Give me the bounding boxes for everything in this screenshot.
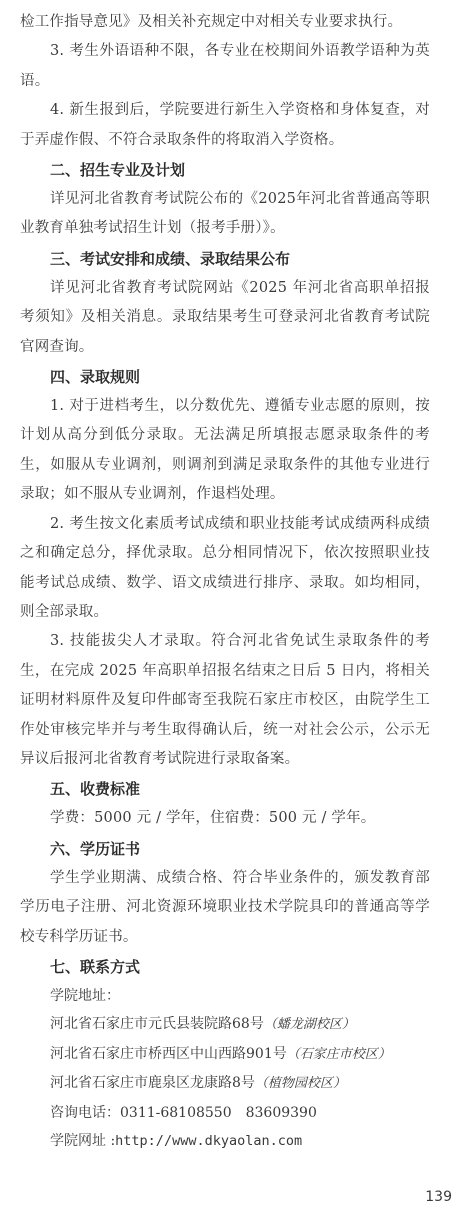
paragraph-majors-plan: 详见河北省教育考试院公布的《2025年河北省普通高等职业教育单独考试招生计划（报考手册）》。 xyxy=(20,191,430,237)
campus-name: （蟠龙湖校区） xyxy=(263,1017,355,1033)
address-line-1 xyxy=(20,1010,430,1040)
paragraph-fees: 学费：5000 元 / 学年，住宿费：500 元 / 学年。 xyxy=(50,810,376,827)
website-link[interactable]: http://www.dkyaolan.com xyxy=(115,1133,303,1150)
section-heading-admission-rules: 四、录取规则 xyxy=(50,368,141,387)
page-number: 139 xyxy=(425,1189,452,1205)
paragraph-rule-3: 3. 技能拔尖人才录取。符合河北省免试生录取条件的考生，在完成 2025 年高职单招报名结束之日后 5 日内，将相关证明材料原件及复印件邮寄至我院石家庄市校区，由院学生工作处审核完毕并与考生取得确认后，统一对社会公示，公示无异议后报河北省教育考试院进行录取备案。 xyxy=(20,633,430,767)
paragraph-exam-results: 详见河北省教育考试院网站《2025 年河北省高职单招报考须知》及相关消息。录取结果考生可登录河北省教育考试院官网查询。 xyxy=(20,279,430,355)
campus-name: （石家庄市校区） xyxy=(286,1046,391,1062)
section-heading-fees: 五、收费标准 xyxy=(50,780,141,799)
website-line xyxy=(20,1127,430,1156)
document-page xyxy=(20,8,430,1156)
section-heading-certificate: 六、学历证书 xyxy=(50,839,141,858)
address-street: 河北省石家庄市鹿泉区龙康路8号 xyxy=(50,1075,255,1092)
address-line-3 xyxy=(20,1069,430,1099)
address-street: 河北省石家庄市元氏县装院路68号 xyxy=(50,1016,264,1033)
paragraph-freshman-review: 4. 新生报到后，学院要进行新生入学资格和身体复查，对于弄虚作假、不符合录取条件的将取消入学资格。 xyxy=(20,102,430,148)
paragraph-rule-2: 2. 考生按文化素质考试成绩和职业技能考试成绩两科成绩之和确定总分，择优录取。总分相同情况下，依次按照职业技能考试总成绩、数学、语文成绩进行排序、录取。如均相同，则全部录取。 xyxy=(20,515,430,620)
address-street: 河北省石家庄市桥西区中山西路901号 xyxy=(50,1045,287,1062)
address-label: 学院地址： xyxy=(50,987,120,1004)
address-line-2 xyxy=(20,1040,430,1070)
campus-name: （植物园校区） xyxy=(254,1076,346,1092)
paragraph-rule-1: 1. 对于进档考生，以分数优先、遵循专业志愿的原则，按计划从高分到低分录取。无法满足所填报志愿录取条件的考生，如服从专业调剂，则调剂到满足录取条件的其他专业进行录取；如不服从专业调剂，作退档处理。 xyxy=(20,398,430,503)
section-heading-contact: 七、联系方式 xyxy=(50,957,141,976)
website-label: 学院网址 : xyxy=(50,1133,116,1150)
section-heading-exam-results: 三、考试安排和成绩、录取结果公布 xyxy=(50,249,291,268)
paragraph-continuation: 检工作指导意见》及相关补充规定中对相关专业要求执行。 xyxy=(20,14,403,30)
section-heading-majors-plan: 二、招生专业及计划 xyxy=(50,161,186,180)
phone-line: 咨询电话：0311-68108550 83609390 xyxy=(50,1104,317,1121)
paragraph-foreign-language: 3. 考生外语语种不限，各专业在校期间外语教学语种为英语。 xyxy=(20,43,430,89)
paragraph-certificate: 学生学业期满、成绩合格、符合毕业条件的，颁发教育部学历电子注册、河北资源环境职业技术学院具印的普通高等学校专科学历证书。 xyxy=(20,869,430,945)
